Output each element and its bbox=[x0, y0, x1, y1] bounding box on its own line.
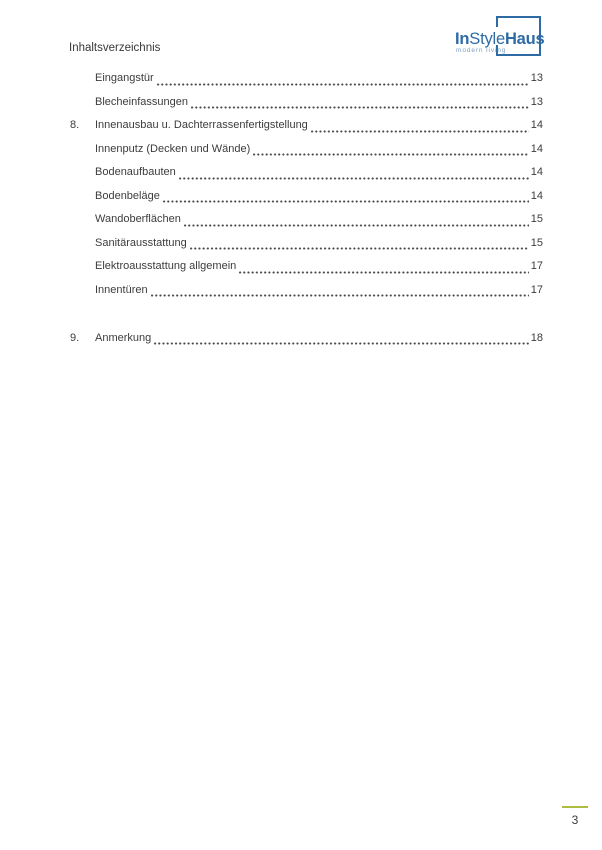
toc-entry-label: Elektroausstattung allgemein bbox=[95, 260, 237, 272]
toc-entry-number bbox=[70, 161, 95, 185]
logo-tagline: modern living bbox=[456, 47, 507, 54]
toc-entry[interactable] bbox=[70, 138, 543, 162]
toc-entry-page: 14 bbox=[530, 119, 543, 131]
toc-entry-number bbox=[70, 138, 95, 162]
toc-entry-number bbox=[70, 91, 95, 115]
toc-entry-page: 17 bbox=[530, 283, 543, 296]
table-of-contents bbox=[70, 67, 543, 350]
toc-entry[interactable] bbox=[70, 327, 543, 351]
toc-dot-leader bbox=[157, 83, 529, 86]
toc-dot-leader bbox=[184, 224, 529, 227]
toc-entry-page: 14 bbox=[530, 142, 543, 155]
toc-dot-leader bbox=[239, 271, 529, 274]
toc-entry-label: Sanitärausstattung bbox=[95, 236, 187, 249]
toc-entry-label: Anmerkung bbox=[95, 331, 152, 344]
toc-entry-page: 18 bbox=[530, 331, 543, 344]
toc-entry[interactable] bbox=[70, 279, 543, 303]
toc-entry-label: Wandoberflächen bbox=[95, 213, 181, 225]
toc-entry-number bbox=[70, 185, 95, 209]
toc-entry-label: Innenausbau u. Dachterrassenfertigstellung bbox=[95, 119, 308, 131]
toc-entry-page: 13 bbox=[530, 72, 543, 84]
toc-entry-label: Innenputz (Decken und Wände) bbox=[95, 142, 251, 155]
toc-entry-label: Bodenbeläge bbox=[95, 189, 160, 202]
logo-wordmark-haus: Haus bbox=[504, 30, 545, 48]
logo-frame-left-top-edge bbox=[496, 16, 498, 27]
logo-frame-top-edge bbox=[496, 16, 541, 18]
logo-wordmark-style: Style bbox=[469, 30, 505, 48]
toc-dot-leader bbox=[190, 247, 529, 250]
toc-entry[interactable] bbox=[70, 91, 543, 115]
toc-entry-number bbox=[70, 208, 95, 232]
toc-entry-label: Blecheinfassungen bbox=[95, 95, 188, 108]
toc-entry-number: 8. bbox=[70, 119, 80, 131]
toc-entry-page: 14 bbox=[530, 166, 543, 178]
toc-entry[interactable] bbox=[70, 185, 543, 209]
toc-entry-page: 13 bbox=[530, 95, 543, 108]
page-title: Inhaltsverzeichnis bbox=[69, 42, 161, 54]
toc-entry-number bbox=[70, 67, 95, 91]
toc-entry-number: 9. bbox=[70, 331, 80, 344]
toc-entry-page: 17 bbox=[530, 260, 543, 272]
page-number: 3 bbox=[571, 813, 579, 827]
toc-dot-leader bbox=[163, 200, 529, 203]
instylehaus-logo bbox=[455, 14, 547, 60]
toc-dot-leader bbox=[253, 153, 528, 156]
toc-entry-number bbox=[70, 232, 95, 256]
toc-entry-number bbox=[70, 279, 95, 303]
toc-entry[interactable] bbox=[70, 208, 543, 232]
toc-entry-label: Bodenaufbauten bbox=[95, 166, 176, 178]
toc-entry-label: Eingangstür bbox=[95, 72, 154, 84]
toc-dot-leader bbox=[179, 177, 529, 180]
toc-dot-leader bbox=[311, 130, 529, 133]
toc-dot-leader bbox=[154, 342, 528, 345]
toc-entry-page: 14 bbox=[530, 189, 543, 202]
toc-entry-label: Innentüren bbox=[95, 283, 148, 296]
footer-rule bbox=[562, 806, 588, 808]
toc-dot-leader bbox=[151, 294, 529, 297]
logo-wordmark-in: In bbox=[455, 30, 470, 48]
toc-entry-number bbox=[70, 255, 95, 279]
toc-entry[interactable] bbox=[70, 67, 543, 91]
toc-entry-page: 15 bbox=[530, 213, 543, 225]
toc-entry[interactable] bbox=[70, 161, 543, 185]
logo-frame-bottom-edge bbox=[496, 54, 541, 56]
logo-wordmark bbox=[455, 31, 545, 48]
toc-entry[interactable] bbox=[70, 114, 543, 138]
toc-dot-leader bbox=[191, 106, 529, 109]
toc-entry[interactable] bbox=[70, 232, 543, 256]
toc-entry[interactable] bbox=[70, 255, 543, 279]
toc-entry-page: 15 bbox=[530, 236, 543, 249]
